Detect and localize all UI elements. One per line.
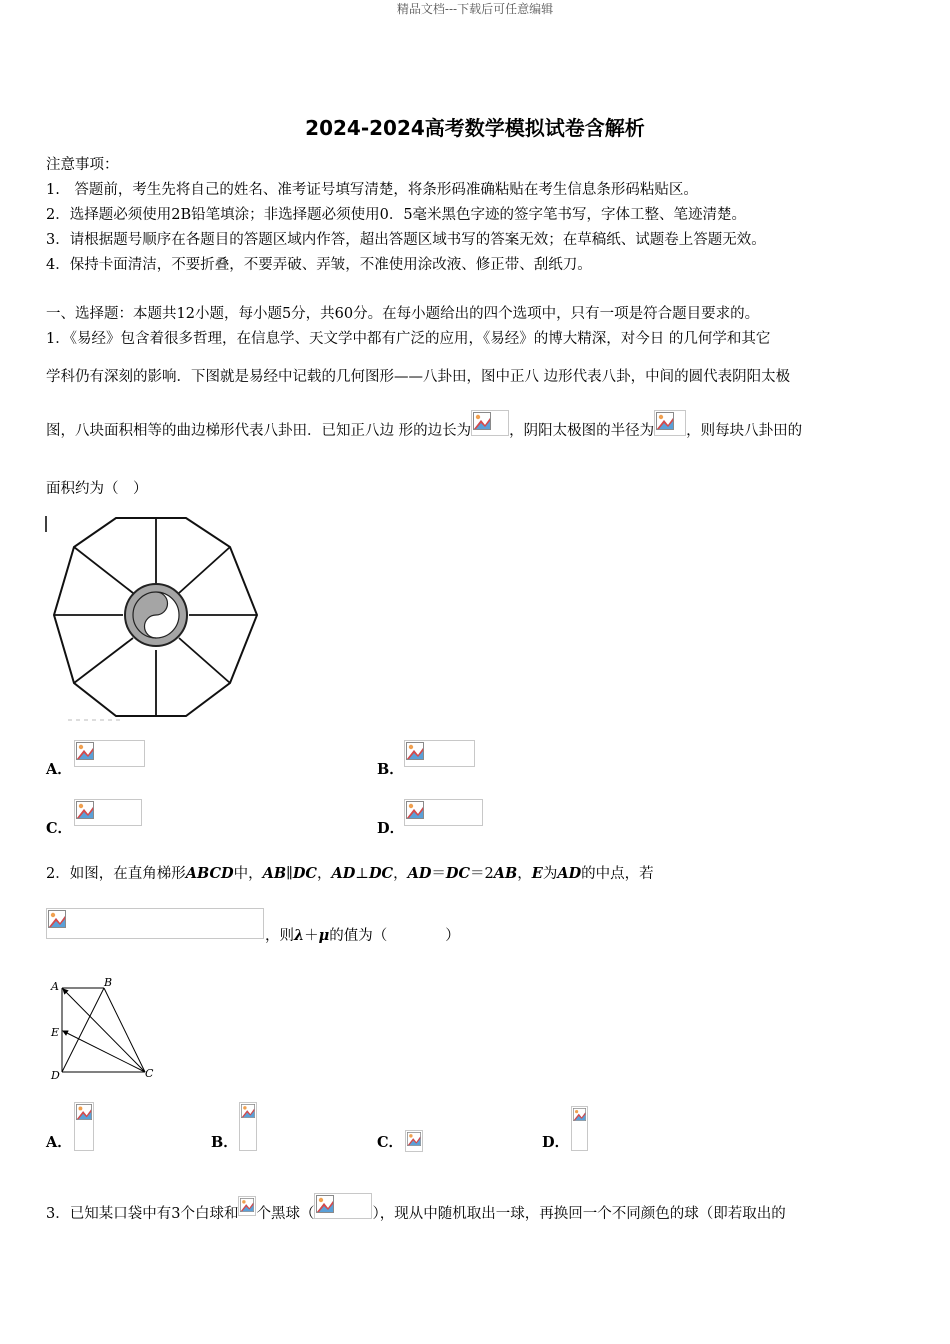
q2-var: AD	[407, 865, 432, 882]
q2-var: DC	[368, 865, 394, 882]
q1-line-3-a: 图，八块面积相等的曲边梯形代表八卦田．已知正八边 形的边长为	[46, 423, 472, 439]
q2-option-c-image	[405, 1130, 423, 1152]
broken-image-icon	[404, 740, 475, 767]
broken-image-icon	[571, 1106, 588, 1151]
broken-image-icon	[404, 799, 483, 826]
q1-option-c-label: C．	[46, 820, 73, 837]
q2-option-d-label: D．	[542, 1134, 570, 1151]
q1-option-d-label: D．	[377, 820, 405, 837]
label-d: D	[51, 1069, 60, 1082]
label-c: C	[145, 1067, 154, 1080]
q2-var: μ	[318, 927, 330, 944]
q1-option-d-image	[404, 799, 483, 826]
notice-item-4: 4．保持卡面清洁，不要折叠，不要弄破、弄皱，不准使用涂改液、修正带、刮纸刀。	[46, 257, 592, 273]
broken-image-icon	[654, 410, 686, 436]
q1-line-4: 面积约为（ ）	[46, 481, 148, 497]
q2-option-a-image	[74, 1102, 94, 1151]
q1-option-a-label: A．	[46, 761, 72, 778]
q1-line-2: 学科仍有深刻的影响．下图就是易经中记载的几何图形——八卦田，图中正八 边形代表八卦，中间的圆代表阴阳太极	[46, 369, 791, 385]
q1-option-a-image	[74, 740, 145, 767]
q1-line-3-c: ，则每块八卦田的	[686, 423, 803, 439]
q2-text: 的值为（ ）	[329, 928, 460, 944]
q2-var: DC	[292, 865, 317, 882]
q2-var: AB	[262, 865, 287, 882]
q2-var: DC	[445, 865, 471, 882]
broken-image-icon	[74, 1102, 94, 1151]
q2-text: ＝2	[470, 866, 494, 882]
yin-yang-icon	[125, 584, 187, 646]
q2-option-b-image	[239, 1102, 257, 1151]
segment-db	[62, 988, 104, 1072]
notice-item-2: 2．选择题必须使用2B铅笔填涂；非选择题必须使用0．5毫米黑色字迹的签字笔书写，字体工整、笔迹清楚。	[46, 207, 747, 223]
broken-image-icon	[46, 908, 264, 939]
q1-option-b-label: B．	[377, 761, 404, 778]
broken-image-icon	[471, 410, 509, 436]
notice-item-1: 1. 答题前，考生先将自己的姓名、准考证号填写清楚，将条形码准确粘贴在考生信息条形码粘贴区。	[46, 182, 698, 198]
notice-heading: 注意事项：	[46, 157, 119, 173]
q2-line-1	[46, 862, 654, 883]
q1-line-1: 1．《易经》包含着很多哲理，在信息学、天文学中都有广泛的应用，《易经》的博大精深，对今日 的几何学和其它	[46, 331, 771, 347]
q2-var: AB	[493, 865, 518, 882]
q3-line-1	[46, 1201, 786, 1227]
q2-text: ＝	[431, 866, 446, 882]
q2-line-2	[265, 924, 460, 945]
q2-var: ABCD	[185, 865, 234, 882]
broken-image-icon	[74, 740, 145, 767]
trapezoid-figure	[46, 974, 162, 1084]
label-a: A	[51, 980, 59, 993]
q1-line-3-b: ，阴阳太极图的半径为	[509, 423, 655, 439]
section-heading: 一、选择题：本题共12小题，每小题5分，共60分。在每小题给出的四个选项中，只有一项是符合题目要求的。	[46, 306, 760, 322]
vector-ca	[63, 989, 145, 1072]
q3-text: 个黑球（	[256, 1206, 315, 1222]
q2-text: 2．如图，在直角梯形	[46, 866, 186, 882]
broken-image-icon	[239, 1102, 257, 1151]
q2-text: 的中点，若	[581, 866, 654, 882]
broken-image-icon	[405, 1130, 423, 1152]
q2-text: ，	[316, 866, 332, 882]
q3-text: ），现从中随机取出一球，再换回一个不同颜色的球（即若取出的	[372, 1206, 786, 1222]
q2-var: λ	[294, 927, 305, 944]
q1-option-b-image	[404, 740, 475, 767]
q3-text: 3．已知某口袋中有3个白球和	[46, 1206, 239, 1222]
q2-text: ，	[517, 866, 532, 882]
q2-text: ，	[393, 866, 408, 882]
q2-formula-image	[46, 908, 264, 939]
broken-image-icon	[74, 799, 142, 826]
segment-bc	[104, 988, 145, 1072]
label-b: B	[104, 976, 113, 989]
vector-ce	[63, 1031, 145, 1072]
top-note: 精品文档---下载后可任意编辑	[396, 2, 554, 16]
q2-option-c-label: C．	[377, 1134, 404, 1151]
broken-image-icon	[238, 1196, 256, 1216]
q2-text: ＋	[304, 928, 319, 944]
q2-var: AD	[557, 865, 582, 882]
q2-var: E	[531, 865, 543, 882]
q2-text: ⊥	[355, 866, 369, 882]
q1-option-c-image	[74, 799, 142, 826]
page-title: 2024-2024高考数学模拟试卷含解析	[305, 116, 645, 140]
notice-item-3: 3．请根据题号顺序在各题目的答题区域内作答，超出答题区域书写的答案无效；在草稿纸、试题卷上答题无效。	[46, 232, 766, 248]
broken-image-icon	[314, 1193, 372, 1219]
q2-text: ，则	[265, 928, 294, 944]
q2-text: ∥	[286, 866, 293, 882]
q2-text: 中，	[233, 866, 263, 882]
bagua-figure	[44, 512, 264, 724]
label-e: E	[51, 1026, 60, 1039]
q2-option-d-image	[571, 1106, 588, 1151]
q1-line-3	[46, 418, 802, 444]
q2-option-b-label: B．	[211, 1134, 238, 1151]
q2-var: AD	[331, 865, 356, 882]
q2-option-a-label: A．	[46, 1134, 72, 1151]
q2-text: 为	[542, 866, 558, 882]
